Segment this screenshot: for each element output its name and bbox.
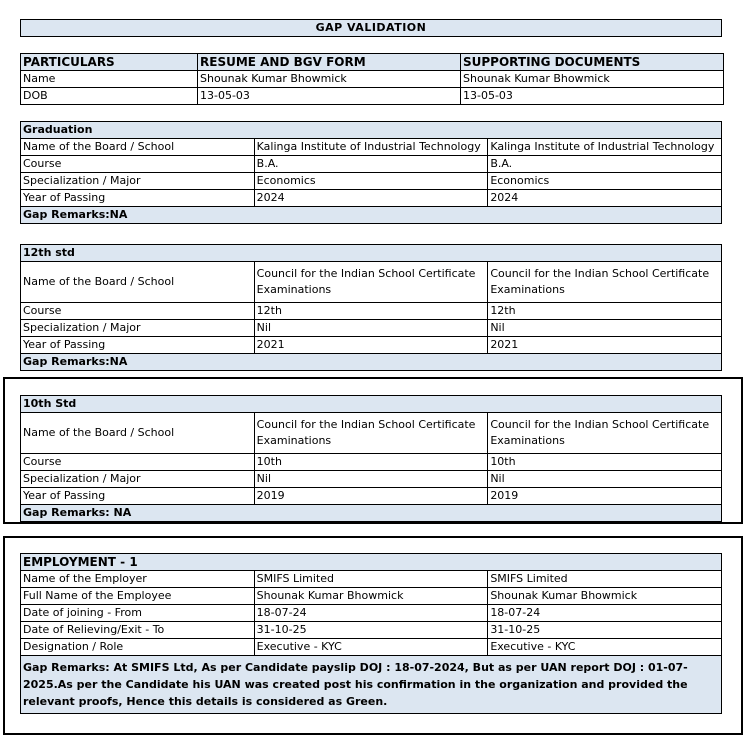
docs-value: SMIFS Limited (488, 571, 722, 588)
docs-value: 2021 (488, 337, 722, 354)
table-row (21, 488, 722, 505)
row-label: Name of the Board / School (21, 262, 255, 303)
section-heading: EMPLOYMENT - 1 (21, 554, 722, 571)
title-block (20, 19, 722, 37)
table-row (21, 262, 722, 303)
docs-value: 2024 (488, 190, 722, 207)
resume-value: 2019 (254, 488, 488, 505)
resume-value: 10th (254, 454, 488, 471)
docs-value: Economics (488, 173, 722, 190)
table-row (21, 639, 722, 656)
row-label: Name of the Employer (21, 571, 255, 588)
resume-value: Nil (254, 320, 488, 337)
row-label: Specialization / Major (21, 173, 255, 190)
docs-value: Executive - KYC (488, 639, 722, 656)
docs-value: Kalinga Institute of Industrial Technology (488, 139, 722, 156)
docs-value: B.A. (488, 156, 722, 173)
docs-value: Council for the Indian School Certificate Examinations (488, 413, 722, 454)
row-label: Designation / Role (21, 639, 255, 656)
row-label: Name of the Board / School (21, 139, 255, 156)
table-row (21, 320, 722, 337)
row-label: Date of Relieving/Exit - To (21, 622, 255, 639)
particulars-table (20, 53, 724, 105)
row-label: Specialization / Major (21, 471, 255, 488)
row-label: Name of the Board / School (21, 413, 255, 454)
resume-value: 31-10-25 (254, 622, 488, 639)
resume-value: Council for the Indian School Certificate Examinations (254, 262, 488, 303)
row-label: Course (21, 454, 255, 471)
resume-value: Kalinga Institute of Industrial Technology (254, 139, 488, 156)
table-row (21, 303, 722, 320)
table-row (21, 173, 722, 190)
page-title: GAP VALIDATION (21, 20, 722, 37)
col-header-docs: SUPPORTING DOCUMENTS (461, 54, 724, 71)
row-label: Name (21, 71, 198, 88)
docs-value: 12th (488, 303, 722, 320)
col-header-resume: RESUME AND BGV FORM (198, 54, 461, 71)
row-label: Course (21, 303, 255, 320)
table-row (21, 622, 722, 639)
row-label: Year of Passing (21, 337, 255, 354)
std12-table (20, 244, 722, 371)
docs-value: 18-07-24 (488, 605, 722, 622)
docs-value: Shounak Kumar Bhowmick (488, 588, 722, 605)
table-row (21, 588, 722, 605)
docs-value: Nil (488, 320, 722, 337)
resume-value: Economics (254, 173, 488, 190)
resume-value: 18-07-24 (254, 605, 488, 622)
resume-value: Council for the Indian School Certificate Examinations (254, 413, 488, 454)
row-label: Course (21, 156, 255, 173)
docs-value: Shounak Kumar Bhowmick (461, 71, 724, 88)
resume-value: Shounak Kumar Bhowmick (198, 71, 461, 88)
resume-value: SMIFS Limited (254, 571, 488, 588)
table-row (21, 88, 724, 105)
row-label: Specialization / Major (21, 320, 255, 337)
gap-remarks: Gap Remarks:NA (21, 354, 722, 371)
table-row (21, 413, 722, 454)
resume-value: 2024 (254, 190, 488, 207)
resume-value: Nil (254, 471, 488, 488)
row-label: Date of joining - From (21, 605, 255, 622)
table-row (21, 605, 722, 622)
resume-value: 12th (254, 303, 488, 320)
row-label: DOB (21, 88, 198, 105)
resume-value: B.A. (254, 156, 488, 173)
section-heading: 10th Std (21, 396, 722, 413)
resume-value: Shounak Kumar Bhowmick (254, 588, 488, 605)
docs-value: Council for the Indian School Certificate Examinations (488, 262, 722, 303)
row-label: Year of Passing (21, 488, 255, 505)
docs-value: 13-05-03 (461, 88, 724, 105)
table-row (21, 71, 724, 88)
gap-remarks: Gap Remarks: NA (21, 505, 722, 522)
section-heading: Graduation (21, 122, 722, 139)
table-row (21, 454, 722, 471)
gap-remarks: Gap Remarks: At SMIFS Ltd, As per Candidate payslip DOJ : 18-07-2024, But as per UAN report DOJ : 01-07-2025.As per the Candidate his UAN was created post his confirmation in the organization and provided the relevant proofs, Hence this details is considered as Green. (21, 656, 722, 714)
row-label: Year of Passing (21, 190, 255, 207)
row-label: Full Name of the Employee (21, 588, 255, 605)
docs-value: Nil (488, 471, 722, 488)
graduation-table (20, 121, 722, 224)
table-row (21, 190, 722, 207)
table-row (21, 471, 722, 488)
table-row (21, 337, 722, 354)
col-header-particulars: PARTICULARS (21, 54, 198, 71)
resume-value: 2021 (254, 337, 488, 354)
resume-value: Executive - KYC (254, 639, 488, 656)
docs-value: 2019 (488, 488, 722, 505)
std10-table (20, 395, 722, 522)
docs-value: 10th (488, 454, 722, 471)
section-heading: 12th std (21, 245, 722, 262)
employment-table (20, 553, 722, 714)
gap-remarks: Gap Remarks:NA (21, 207, 722, 224)
table-row (21, 139, 722, 156)
table-row (21, 571, 722, 588)
table-row (21, 156, 722, 173)
resume-value: 13-05-03 (198, 88, 461, 105)
docs-value: 31-10-25 (488, 622, 722, 639)
